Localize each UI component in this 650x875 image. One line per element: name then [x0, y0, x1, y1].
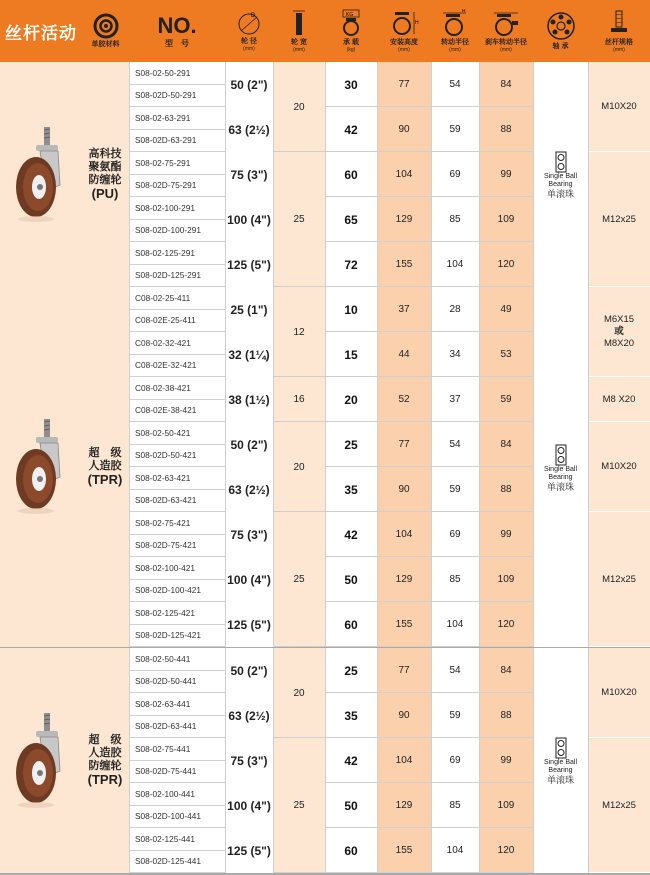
brake-radius: 109 [479, 783, 533, 828]
load-value: 50 [325, 783, 377, 828]
table-header [0, 0, 650, 62]
model-code: C08-02-38-421 [129, 377, 225, 400]
swivel-radius: 104 [431, 828, 479, 873]
header-thread-col [588, 0, 650, 62]
install-height: 77 [377, 422, 431, 467]
load-symbol: KG [346, 12, 354, 18]
thread-spec-text: M10X20 [601, 687, 637, 698]
header-model-col [129, 0, 225, 62]
section-1-material [80, 148, 130, 200]
model-code: S08-02-63-421 [129, 467, 225, 490]
bearing-cn: 单滚珠 [546, 189, 574, 199]
install-height: 90 [377, 107, 431, 152]
brake-radius: 84 [479, 62, 533, 107]
wheel-size: 100 (4") [225, 557, 273, 602]
column-divider [325, 62, 326, 287]
thread-spec [588, 62, 650, 152]
thread-spec-text: M12x25 [602, 573, 636, 585]
model-code: S08-02D-100-291 [129, 220, 225, 243]
header-height-col [377, 0, 431, 62]
header-brake-radius-unit: (mm) [500, 47, 512, 53]
install-height: 44 [377, 332, 431, 377]
header-title: 丝杆活动 [5, 23, 77, 43]
header-bearing-label: 轴 承 [552, 43, 569, 50]
swivel-radius: 104 [431, 602, 479, 647]
brake-radius: 53 [479, 332, 533, 377]
thread-spec-text: M6X15 [603, 314, 635, 325]
swivel-radius: 85 [431, 557, 479, 602]
install-height: 155 [377, 242, 431, 287]
model-code: S08-02-63-291 [129, 107, 225, 130]
model-code: S08-02D-50-441 [129, 671, 225, 694]
column-divider [588, 648, 589, 873]
brake-radius: 88 [479, 467, 533, 512]
load-value: 25 [325, 422, 377, 467]
wheel-width: 20 [273, 422, 325, 512]
column-divider [533, 648, 534, 873]
header-title-col [0, 0, 82, 62]
header-radius-label: 转动半径 [441, 39, 469, 46]
material-code: (PU) [91, 185, 119, 201]
swivel-radius: 85 [431, 197, 479, 242]
header-brake-radius-col [479, 0, 533, 62]
model-code: S08-02-75-291 [129, 152, 225, 175]
header-load-label: 承 载 [343, 39, 359, 46]
load-value: 10 [325, 287, 377, 332]
header-brake-radius-label: 刹车转动半径 [485, 39, 527, 46]
brake-radius: 99 [479, 152, 533, 197]
install-height: 90 [377, 693, 431, 738]
model-code: S08-02D-125-291 [129, 265, 225, 288]
target-icon [93, 13, 119, 39]
thread-spec [588, 512, 650, 647]
material-line: 超 级 [88, 446, 122, 459]
model-code: C08-02E-32-421 [129, 355, 225, 378]
brake-radius: 120 [479, 828, 533, 873]
load-value: 35 [325, 467, 377, 512]
header-no-label: NO. [157, 13, 197, 38]
thread-spec [588, 152, 650, 287]
ball-bearing-icon [555, 444, 567, 466]
material-line: 高科技 [88, 147, 122, 160]
swivel-radius: 54 [431, 62, 479, 107]
material-line: 聚氨酯 [88, 160, 122, 173]
column-divider [479, 648, 480, 873]
thread-spec-text: 或 [614, 326, 624, 337]
install-height: 37 [377, 287, 431, 332]
wheel-diameter-icon [237, 10, 261, 36]
ball-bearing-icon [555, 151, 567, 173]
install-height: 77 [377, 648, 431, 693]
swivel-radius-icon [440, 9, 470, 37]
load-caster-icon [338, 9, 364, 37]
model-code: S08-02D-63-441 [129, 716, 225, 739]
thread-spec [588, 648, 650, 738]
load-value: 25 [325, 648, 377, 693]
column-divider [479, 62, 480, 287]
thread-spec [588, 738, 650, 873]
model-code: C08-02-32-421 [129, 332, 225, 355]
swivel-radius: 54 [431, 422, 479, 467]
load-value: 50 [325, 557, 377, 602]
install-height: 155 [377, 828, 431, 873]
wheel-size: 125 (5") [225, 602, 273, 647]
column-divider [479, 287, 480, 647]
brake-radius: 120 [479, 602, 533, 647]
install-height: 104 [377, 152, 431, 197]
install-height: 104 [377, 512, 431, 557]
threaded-stem-icon [609, 9, 629, 37]
model-code: C08-02E-38-421 [129, 400, 225, 423]
material-line: 超 级 [88, 733, 122, 746]
model-code: S08-02-50-421 [129, 422, 225, 445]
column-divider [588, 287, 589, 647]
brake-radius-icon [491, 9, 521, 37]
bearing-en: Single Ball [543, 173, 578, 180]
header-load-unit: (kg) [346, 47, 356, 53]
bearing-en: Single Ball [543, 465, 578, 473]
model-code: S08-02D-100-421 [129, 580, 225, 603]
column-divider [377, 62, 378, 287]
caster-wheel-photo [0, 417, 78, 517]
brake-radius: 99 [479, 738, 533, 783]
bearing-cn: 单滚珠 [546, 775, 574, 785]
brake-radius: 109 [479, 557, 533, 602]
brake-radius: 84 [479, 648, 533, 693]
model-code: S08-02-75-421 [129, 512, 225, 535]
wheel-size: 100 (4") [225, 783, 273, 828]
load-value: 42 [325, 738, 377, 783]
header-radius-col [431, 0, 479, 62]
brake-radius: 109 [479, 197, 533, 242]
model-code: S08-02D-50-421 [129, 445, 225, 468]
header-wheel-dia-unit: (mm) [243, 46, 255, 52]
swivel-radius: 104 [431, 242, 479, 287]
header-material-col [82, 0, 129, 62]
radius-symbol: R [462, 9, 466, 14]
column-divider [431, 62, 432, 287]
wheel-width: 20 [273, 62, 325, 152]
material-line: 人造胶 [88, 459, 122, 472]
load-value: 15 [325, 332, 377, 377]
swivel-radius: 85 [431, 783, 479, 828]
height-symbol: H [415, 20, 419, 26]
bearing-cn: 单滚珠 [546, 481, 574, 492]
install-height: 90 [377, 467, 431, 512]
header-bearing-col [533, 0, 588, 62]
thread-spec-text: M12x25 [602, 213, 636, 225]
dia-symbol: D [251, 13, 256, 19]
brake-radius: 88 [479, 107, 533, 152]
section-3-material [80, 734, 130, 786]
load-value: 30 [325, 62, 377, 107]
wheel-size: 63 (2½) [225, 693, 273, 738]
wheel-size: 63 (2½) [225, 467, 273, 512]
brake-radius: 84 [479, 422, 533, 467]
column-divider [129, 287, 130, 647]
bearing-en: Bearing [548, 767, 573, 774]
load-value: 35 [325, 693, 377, 738]
header-wheel-width-label: 轮 宽 [291, 39, 307, 46]
model-code: S08-02-50-291 [129, 62, 225, 85]
header-load-col [325, 0, 377, 62]
install-height: 155 [377, 602, 431, 647]
load-value: 65 [325, 197, 377, 242]
model-code: C08-02E-25-411 [129, 310, 225, 333]
wheel-size: 32 (1¼) [225, 332, 273, 377]
header-model-label: 型 号 [165, 39, 189, 48]
swivel-radius: 28 [431, 287, 479, 332]
load-value: 60 [325, 828, 377, 873]
material-line: 人造胶 [88, 746, 122, 759]
install-height: 52 [377, 377, 431, 422]
wheel-size: 75 (3") [225, 738, 273, 783]
material-line: 防缠轮 [88, 173, 122, 186]
wheel-width-icon [290, 9, 308, 37]
header-wheel-width-col [273, 0, 325, 62]
column-divider [431, 648, 432, 873]
wheel-width: 25 [273, 152, 325, 287]
column-divider [431, 287, 432, 647]
wheel-width: 16 [273, 377, 325, 422]
model-code: S08-02-125-291 [129, 242, 225, 265]
wheel-size: 50 (2") [225, 648, 273, 693]
column-divider [588, 62, 589, 287]
load-value: 60 [325, 602, 377, 647]
column-divider [273, 648, 274, 873]
swivel-radius: 54 [431, 648, 479, 693]
bearing-en: Bearing [548, 181, 573, 188]
brake-radius: 59 [479, 377, 533, 422]
install-height: 77 [377, 62, 431, 107]
thread-spec-text: M12x25 [602, 799, 636, 811]
column-divider [225, 62, 226, 287]
column-divider [325, 648, 326, 873]
load-value: 60 [325, 152, 377, 197]
swivel-radius: 69 [431, 512, 479, 557]
brake-radius: 49 [479, 287, 533, 332]
header-height-unit: (mm) [398, 47, 410, 53]
material-code: (TPR) [87, 471, 123, 487]
load-value: 20 [325, 377, 377, 422]
thread-spec [588, 377, 650, 422]
column-divider [377, 287, 378, 647]
header-wheel-width-unit: (mm) [293, 47, 305, 53]
ball-bearing-icon [555, 737, 567, 759]
wheel-width: 25 [273, 512, 325, 647]
column-divider [225, 648, 226, 873]
model-code: S08-02D-50-291 [129, 85, 225, 108]
column-divider [325, 287, 326, 647]
wheel-width: 25 [273, 738, 325, 873]
model-code: S08-02-63-441 [129, 693, 225, 716]
thread-spec-text: M10X20 [601, 461, 637, 472]
column-divider [533, 62, 534, 287]
header-wheel-dia-col [225, 0, 273, 62]
model-code: S08-02-75-441 [129, 738, 225, 761]
thread-spec-text: M8X20 [603, 338, 635, 349]
header-thread-label: 丝杆规格 [605, 39, 633, 46]
section-2-material [80, 447, 130, 486]
model-code: S08-02D-63-421 [129, 490, 225, 513]
model-code: S08-02-100-291 [129, 197, 225, 220]
wheel-size: 75 (3") [225, 152, 273, 197]
swivel-radius: 59 [431, 107, 479, 152]
thread-spec [588, 422, 650, 512]
material-line: 防缠轮 [88, 759, 122, 772]
header-wheel-dia-label: 轮 径 [241, 38, 257, 45]
wheel-size: 50 (2") [225, 62, 273, 107]
model-code: S08-02D-75-421 [129, 535, 225, 558]
wheel-size: 125 (5") [225, 242, 273, 287]
model-code: S08-02-125-421 [129, 602, 225, 625]
install-height: 104 [377, 738, 431, 783]
bearing-en: Single Ball [543, 759, 578, 766]
material-code: (TPR) [87, 771, 123, 787]
column-divider [377, 648, 378, 873]
swivel-radius: 69 [431, 738, 479, 783]
wheel-size: 125 (5") [225, 828, 273, 873]
brake-radius: 99 [479, 512, 533, 557]
column-divider [129, 62, 130, 287]
wheel-size: 75 (3") [225, 512, 273, 557]
header-radius-unit: (mm) [449, 47, 461, 53]
swivel-radius: 34 [431, 332, 479, 377]
header-height-label: 安装高度 [390, 39, 418, 46]
caster-wheel-photo [0, 125, 78, 225]
swivel-radius: 69 [431, 152, 479, 197]
caster-wheel-photo [0, 711, 78, 811]
thread-spec-text: M8 X20 [602, 393, 636, 405]
install-height: 129 [377, 557, 431, 602]
brake-radius: 120 [479, 242, 533, 287]
swivel-radius: 59 [431, 467, 479, 512]
wheel-width: 20 [273, 648, 325, 738]
model-code: S08-02-50-441 [129, 648, 225, 671]
model-code: S08-02D-75-291 [129, 175, 225, 198]
wheel-size: 63 (2½) [225, 107, 273, 152]
column-divider [533, 287, 534, 647]
model-code: S08-02D-63-291 [129, 130, 225, 153]
thread-spec [588, 287, 650, 377]
bearing-info [533, 62, 588, 287]
load-value: 42 [325, 512, 377, 557]
wheel-size: 50 (2") [225, 422, 273, 467]
model-code: S08-02D-125-441 [129, 851, 225, 874]
model-code: S08-02D-75-441 [129, 761, 225, 784]
wheel-size: 100 (4") [225, 197, 273, 242]
model-code: C08-02-25-411 [129, 287, 225, 310]
header-thread-unit: (mm) [613, 47, 625, 53]
thread-spec-text: M10X20 [601, 101, 637, 112]
column-divider [225, 287, 226, 647]
bearing-info [533, 648, 588, 873]
model-code: S08-02-125-441 [129, 828, 225, 851]
swivel-radius: 59 [431, 693, 479, 738]
bearing-info [533, 287, 588, 647]
model-code: S08-02D-100-441 [129, 806, 225, 829]
bearing-icon [546, 11, 576, 41]
header-material-label: 单胶材料 [91, 41, 120, 48]
load-value: 42 [325, 107, 377, 152]
wheel-size: 25 (1") [225, 287, 273, 332]
install-height-icon [389, 9, 419, 37]
load-value: 72 [325, 242, 377, 287]
model-code: S08-02-100-441 [129, 783, 225, 806]
wheel-size: 38 (1½) [225, 377, 273, 422]
wheel-width: 12 [273, 287, 325, 377]
install-height: 129 [377, 783, 431, 828]
swivel-radius: 37 [431, 377, 479, 422]
install-height: 129 [377, 197, 431, 242]
model-code: S08-02-100-421 [129, 557, 225, 580]
column-divider [129, 648, 130, 873]
model-code: S08-02D-125-421 [129, 625, 225, 648]
column-divider [273, 287, 274, 647]
brake-radius: 88 [479, 693, 533, 738]
column-divider [273, 62, 274, 287]
bearing-en: Bearing [548, 473, 573, 481]
